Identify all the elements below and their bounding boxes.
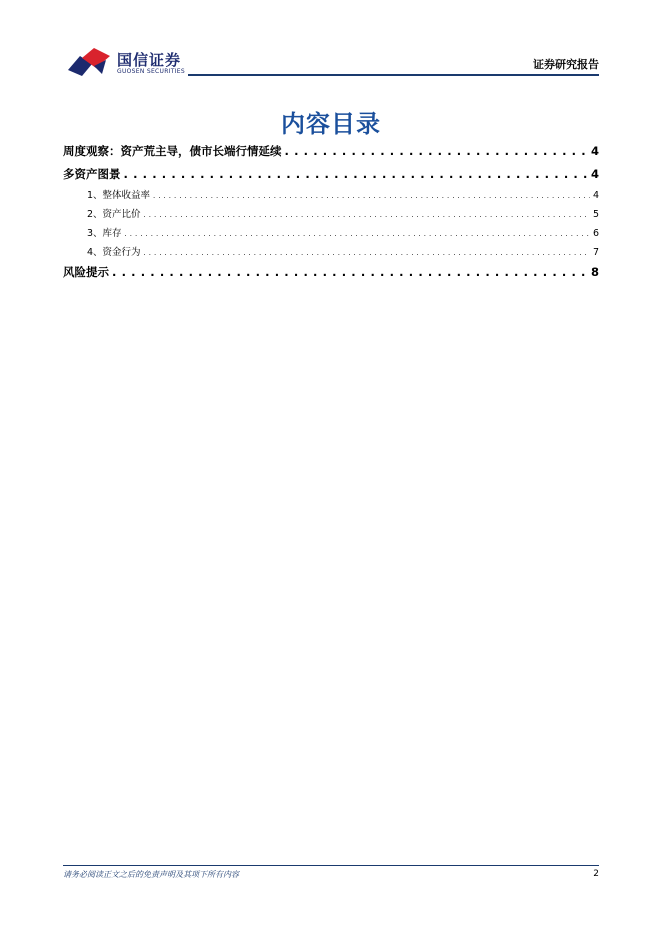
brand-name-cn: 国信证券 [117, 51, 182, 69]
report-type-label: 证券研究报告 [533, 58, 599, 71]
toc-leader-dots [144, 249, 590, 257]
toc-entry-page: 4 [590, 167, 599, 181]
toc-entry-page: 6 [592, 228, 599, 239]
toc-entry-fund-behavior[interactable] [63, 244, 599, 258]
toc-entry-weekly-observation[interactable] [63, 143, 599, 159]
toc-entry-asset-ratio[interactable] [63, 206, 599, 220]
toc-entry-label: 1、整体收益率 [87, 190, 151, 201]
page-header [0, 0, 662, 80]
brand-name-en: GUOSEN SECURITIES [117, 68, 186, 75]
guosen-logo-icon [66, 46, 112, 78]
page-number: 2 [593, 869, 599, 879]
toc-leader-dots [153, 192, 590, 200]
toc-entry-page: 4 [592, 190, 599, 201]
toc-leader-dots [112, 265, 588, 279]
toc-title: 内容目录 [281, 110, 381, 138]
toc-entry-page: 7 [592, 247, 599, 258]
toc-entry-label: 周度观察：资产荒主导，债市长端行情延续 [63, 144, 282, 158]
toc-entry-overall-yield[interactable] [63, 187, 599, 201]
footer-divider [63, 865, 599, 866]
header-divider [188, 74, 599, 76]
toc-leader-dots [285, 144, 588, 158]
toc-entry-label: 2、资产比价 [87, 209, 141, 220]
toc-entry-label: 4、资金行为 [87, 247, 141, 258]
toc-leader-dots [144, 211, 590, 219]
toc-entry-label: 多资产图景 [63, 167, 121, 181]
toc-entry-inventory[interactable] [63, 225, 599, 239]
toc-entry-label: 3、库存 [87, 228, 122, 239]
toc-leader-dots [124, 167, 588, 181]
toc-entry-risk-warning[interactable] [63, 264, 599, 280]
toc-entry-page: 5 [592, 209, 599, 220]
footer-disclaimer: 请务必阅读正文之后的免责声明及其项下所有内容 [63, 870, 239, 879]
toc-entry-page: 4 [590, 144, 599, 158]
toc-entry-multi-asset[interactable] [63, 166, 599, 182]
toc-entry-page: 8 [590, 265, 599, 279]
toc-leader-dots [125, 230, 590, 238]
toc-entry-label: 风险提示 [63, 265, 109, 279]
